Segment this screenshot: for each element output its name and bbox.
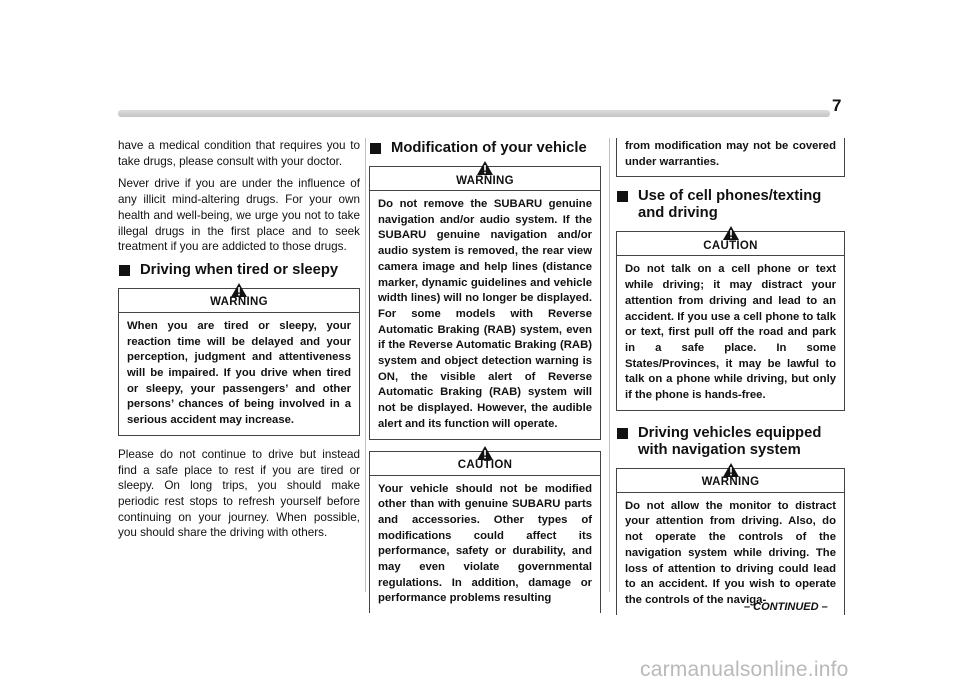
section-heading-text: Driving vehicles equipped with navigation system xyxy=(638,424,822,458)
section-heading-text: Use of cell phones/texting and driving xyxy=(638,188,822,222)
continued-note: – CONTINUED – xyxy=(744,601,828,613)
square-bullet-icon xyxy=(119,265,130,276)
square-bullet-icon xyxy=(617,191,628,202)
caution-text: from modification may not be covered under warranties. xyxy=(625,140,836,168)
caution-box-header xyxy=(617,232,844,256)
warning-box-header xyxy=(617,469,844,493)
paragraph: Please do not continue to drive but instead find a safe place to rest if you are tired or sleepy. On long trips, you should make periodic rest stops to refresh yourself before continuing on your journey. When possible, you should share the driving with others. xyxy=(118,447,360,540)
warning-label: WARNING xyxy=(456,174,514,187)
paragraph: Never drive if you are under the influence of any illicit mind-altering drugs. For your own health and well-being, we urge you not to take illegal drugs in the first place and to seek treatment if you are addicted to those drugs. xyxy=(118,177,360,254)
warning-text: When you are tired or sleepy, your reaction time will be delayed and your perception, judgment and attentiveness will be impaired. If you drive when tired or sleepy, your passengers’ and other persons’ chances of being involved in a serious accident may increase. xyxy=(127,319,351,427)
caution-box-header xyxy=(370,452,600,476)
square-bullet-icon xyxy=(617,428,628,439)
section-heading xyxy=(118,262,360,279)
caution-box-continued xyxy=(616,138,845,177)
square-bullet-icon xyxy=(370,143,381,154)
warning-box xyxy=(118,288,360,436)
column-3 xyxy=(616,138,845,626)
caution-box xyxy=(369,451,601,614)
header-rule xyxy=(118,110,830,117)
paragraph: have a medical condition that requires you to take drugs, please consult with your doctor. xyxy=(118,139,360,168)
warning-label: WARNING xyxy=(210,296,268,309)
page-number: 7 xyxy=(832,96,842,115)
watermark: carmanualsonline.info xyxy=(640,658,849,681)
caution-triangle-icon xyxy=(477,446,493,460)
warning-box-header xyxy=(370,167,600,191)
warning-triangle-icon xyxy=(231,283,247,297)
caution-label: CAUTION xyxy=(457,459,513,472)
warning-triangle-icon xyxy=(723,463,739,477)
section-heading xyxy=(369,140,601,157)
warning-text: Do not remove the SUBARU genuine navigation and/or audio system. If the SUBARU genuine navigation and/or audio system is removed, the rear view camera image and help lines (distance marker, dynamic guidelines and vehicle width lines) will no longer be displayed. For some models with Reverse Automatic Braking (RAB) system, even if the Reverse Automatic Braking (RAB) system and object detection warning is ON, the visible alert of Reverse Automatic Braking (RAB) system will not be displayed. However, the audible alert and its function will operate. xyxy=(378,198,592,430)
caution-text: Do not talk on a cell phone or text while driving; it may distract your attention from driving and lead to an accident. If you use a cell phone to talk or text, first pull off the road and park in a safe place. In some States/Provinces, it may be lawful to talk on a phone while driving, but only if the phone is hands-free. xyxy=(625,263,836,402)
section-heading-text: Driving when tired or sleepy xyxy=(140,261,339,278)
section-heading xyxy=(616,425,845,459)
warning-label: WARNING xyxy=(701,476,760,489)
column-divider xyxy=(365,138,366,592)
warning-text: Do not allow the monitor to distract your attention from driving. Also, do not operate the controls of the navigation system while driving. The loss of attention to driving could lead to an accident. If you wish to operate the controls of the naviga- xyxy=(625,499,836,606)
column-2 xyxy=(369,138,601,624)
caution-text: Your vehicle should not be modified other than with genuine SUBARU parts and accessories. Other types of modifications could affect its performance, safety or durability, and may even violate governmental regulations. In addition, damage or performance problems resulting xyxy=(378,482,592,605)
warning-box xyxy=(616,468,845,615)
column-divider xyxy=(609,138,610,592)
caution-triangle-icon xyxy=(723,226,739,240)
warning-box-header xyxy=(119,289,359,313)
caution-label: CAUTION xyxy=(703,239,758,252)
caution-box xyxy=(616,231,845,410)
warning-box xyxy=(369,166,601,440)
section-heading-text: Modification of your vehicle xyxy=(391,140,587,156)
column-1 xyxy=(118,138,360,548)
warning-triangle-icon xyxy=(477,161,493,175)
section-heading xyxy=(616,188,845,222)
